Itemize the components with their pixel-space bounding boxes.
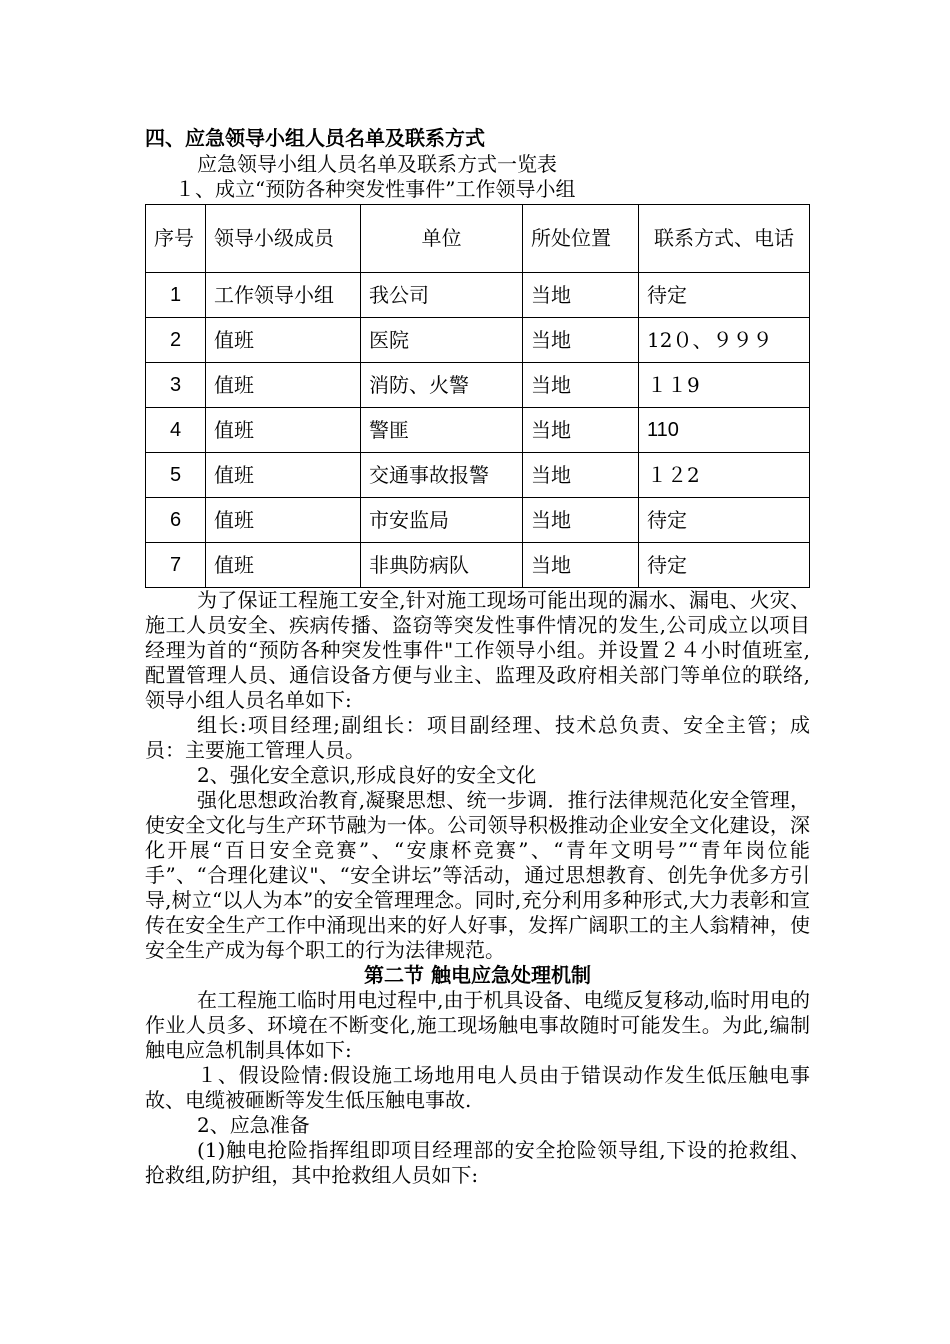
cell-location: 当地 <box>523 543 639 588</box>
cell-contact: １２2 <box>639 453 810 498</box>
cell-location: 当地 <box>523 453 639 498</box>
cell-location: 当地 <box>523 363 639 408</box>
cell-contact: 待定 <box>639 498 810 543</box>
table-row <box>146 408 810 453</box>
contact-table <box>145 204 810 588</box>
cell-contact: 12０、９９９ <box>639 318 810 363</box>
table-subtitle: 应急领导小组人员名单及联系方式一览表 <box>197 152 557 176</box>
header-location: 所处位置 <box>523 205 639 273</box>
cell-contact: 110 <box>639 408 810 453</box>
table-header-row <box>146 205 810 273</box>
paragraph-rescue-team: (1)触电抢险指挥组即项目经理部的安全抢险领导组,下设的抢救组、抢救组,防护组，其中抢救组人员如下: <box>145 1138 810 1187</box>
cell-index: 3 <box>146 363 206 408</box>
cell-member: 值班 <box>206 363 361 408</box>
cell-contact: 待定 <box>639 273 810 318</box>
cell-index: 6 <box>146 498 206 543</box>
paragraph-safety-culture: 强化思想政治教育,凝聚思想、统一步调．推行法律规范化安全管理，使安全文化与生产环节融为一体。公司领导积极推动企业安全文化建设，深化开展“百日安全竞赛”、“安康杯竞赛”、“青年文明号”“青年岗位能手”、“合理化建议"、“安全讲坛”等活动，通过思想教育、创先争优多方引导,树立“以人为本”的安全管理理念。同时,充分利用多种形式,大力表彰和宣传在安全生产工作中涌现出来的好人好事，发挥广阔职工的主人翁精神，使安全生产成为每个职工的行为法律规范。 <box>145 788 810 962</box>
cell-location: 当地 <box>523 408 639 453</box>
cell-unit: 警匪 <box>361 408 523 453</box>
section-title: 第二节 触电应急处理机制 <box>364 963 591 987</box>
table-row <box>146 273 810 318</box>
group-subtitle: １、成立“预防各种突发性事件”工作领导小组 <box>175 177 576 201</box>
table-row <box>146 453 810 498</box>
cell-index: 7 <box>146 543 206 588</box>
cell-unit: 市安监局 <box>361 498 523 543</box>
cell-location: 当地 <box>523 318 639 363</box>
cell-member: 值班 <box>206 453 361 498</box>
table-row <box>146 363 810 408</box>
cell-index: 2 <box>146 318 206 363</box>
paragraph-leader-list: 组长:项目经理;副组长：项目副经理、技术总负责、安全主管；成员：主要施工管理人员。 <box>145 713 810 762</box>
section-heading: 四、应急领导小组人员名单及联系方式 <box>145 126 485 150</box>
table-row <box>146 318 810 363</box>
cell-member: 值班 <box>206 543 361 588</box>
paragraph-electric-intro: 在工程施工临时用电过程中,由于机具设备、电缆反复移动,临时用电的作业人员多、环境在不断变化,施工现场触电事故随时可能发生。为此,编制触电应急机制具体如下: <box>145 988 810 1062</box>
document-page <box>145 120 810 1188</box>
cell-unit: 交通事故报警 <box>361 453 523 498</box>
cell-location: 当地 <box>523 273 639 318</box>
cell-index: 5 <box>146 453 206 498</box>
cell-unit: 消防、火警 <box>361 363 523 408</box>
cell-member: 工作领导小组 <box>206 273 361 318</box>
cell-member: 值班 <box>206 318 361 363</box>
header-unit: 单位 <box>361 205 523 273</box>
paragraph-purpose: 为了保证工程施工安全,针对施工现场可能出现的漏水、漏电、火灾、施工人员安全、疾病传播、盗窃等突发性事件情况的发生,公司成立以项目经理为首的“预防各种突发性事件"工作领导小组。并设置２４小时值班室,配置管理人员、通信设备方便与业主、监理及政府相关部门等单位的联络,领导小组人员名单如下: <box>145 588 810 712</box>
table-row <box>146 543 810 588</box>
cell-contact: １１9 <box>639 363 810 408</box>
table-row <box>146 498 810 543</box>
cell-index: 1 <box>146 273 206 318</box>
header-member: 领导小级成员 <box>206 205 361 273</box>
header-index: 序号 <box>146 205 206 273</box>
cell-unit: 医院 <box>361 318 523 363</box>
paragraph-hypothesis: １、假设险情:假设施工场地用电人员由于错误动作发生低压触电事故、电缆被砸断等发生低压触电事故. <box>145 1063 810 1112</box>
cell-location: 当地 <box>523 498 639 543</box>
item-safety-culture-title: 2、强化安全意识,形成良好的安全文化 <box>197 763 537 787</box>
cell-contact: 待定 <box>639 543 810 588</box>
cell-unit: 我公司 <box>361 273 523 318</box>
header-contact: 联系方式、电话 <box>639 205 810 273</box>
item-emergency-prepare: 2、应急准备 <box>197 1113 310 1137</box>
cell-member: 值班 <box>206 498 361 543</box>
cell-unit: 非典防病队 <box>361 543 523 588</box>
cell-index: 4 <box>146 408 206 453</box>
cell-member: 值班 <box>206 408 361 453</box>
